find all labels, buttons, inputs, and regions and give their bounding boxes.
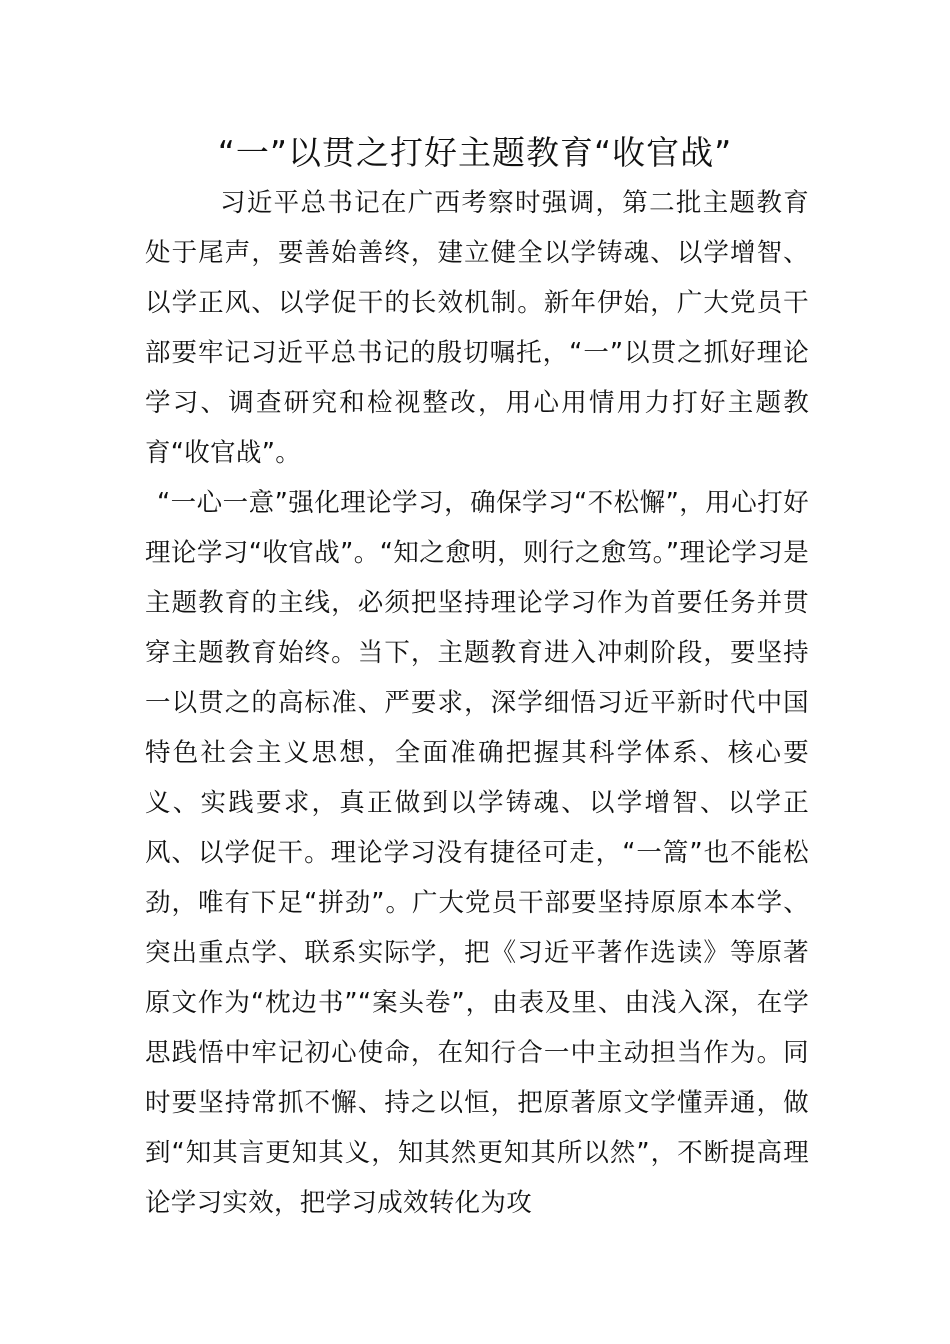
document-body xyxy=(145,178,809,1228)
paragraph-theory-study: “一心一意”强化理论学习，确保学习“不松懈”，用心打好理论学习“收官战”。“知之愈明，则行之愈笃。”理论学习是主题教育的主线，必须把坚持理论学习作为首要任务并贯穿主题教育始终。当下，主题教育进入冲刺阶段，要坚持一以贯之的高标准、严要求，深学细悟习近平新时代中国特色社会主义思想，全面准确把握其科学体系、核心要义、实践要求，真正做到以学铸魂、以学增智、以学正风、以学促干。理论学习没有捷径可走，“一篙”也不能松劲，唯有下足“拼劲”。广大党员干部要坚持原原本本学、突出重点学、联系实际学，把《习近平著作选读》等原著原文作为“枕边书”“案头卷”，由表及里、由浅入深，在学思践悟中牢记初心使命，在知行合一中主动担当作为。同时要坚持常抓不懈、持之以恒，把原著原文学懂弄通，做到“知其言更知其义，知其然更知其所以然”，不断提高理论学习实效，把学习成效转化为攻 xyxy=(145,488,809,1218)
document-title: “一”以贯之打好主题教育“收官战” xyxy=(217,133,733,172)
paragraph-intro: 习近平总书记在广西考察时强调，第二批主题教育处于尾声，要善始善终，建立健全以学铸魂、以学增智、以学正风、以学促干的长效机制。新年伊始，广大党员干部要牢记习近平总书记的殷切嘱托，“一”以贯之抓好理论学习、调查研究和检视整改，用心用情用力打好主题教育“收官战”。 xyxy=(145,188,809,468)
